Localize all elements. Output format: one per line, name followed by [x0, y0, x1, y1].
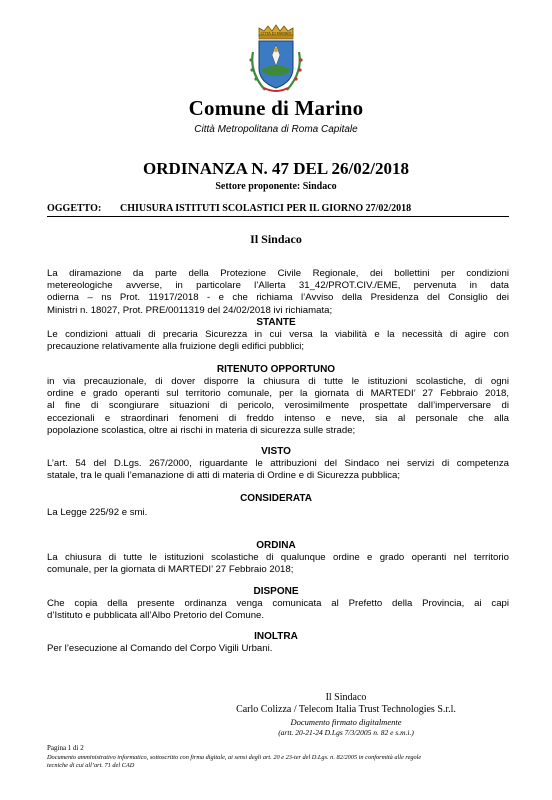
- text-line: La diramazione da parte della Protezione Civile Regionale, dei bollettini per condizioni: [47, 268, 509, 279]
- ordinance-title: ORDINANZA N. 47 DEL 26/02/2018: [143, 159, 409, 178]
- footer-note-line1: Documento amministrativo informatico, sottoscritto con firma digitale, ai sensi degli art. 20 e 23-ter del D.Lgs. n. 82/2005 in conformità alle regole: [47, 754, 422, 761]
- text-line: Ministri n. 18027, Prot. PRE/0011319 del 24/02/2018 ivi richiamata;: [47, 304, 333, 316]
- text-line: popolazione scolastica, oltre ai rischi in materia di sicurezza sulle strade;: [47, 424, 356, 436]
- text-line: eccezionali e straordinari fenomeni di freddo intenso e neve, sia al personale che alla: [47, 412, 509, 424]
- page-number: Pagina 1 di 2: [47, 744, 84, 752]
- oggetto-label: OGGETTO:: [47, 203, 102, 214]
- dispone-paragraph: [47, 598, 509, 622]
- section-heading-ritenuto: RITENUTO OPPORTUNO: [216, 364, 336, 375]
- section-heading-stante: STANTE: [256, 317, 296, 328]
- text-line: in via precauzionale, di dover disporre la chiusura di tutte le istituzioni scolastiche, di ogni: [47, 376, 509, 387]
- stante-paragraph: [47, 329, 509, 353]
- oggetto-text: CHIUSURA ISTITUTI SCOLASTICI PER IL GIORNO 27/02/2018: [120, 203, 412, 214]
- signature-digital: Documento firmato digitalmente: [290, 717, 402, 727]
- text-line: precauzione relativamente alla fruizione degli edifici pubblici;: [47, 341, 305, 353]
- ritenuto-paragraph: [47, 376, 509, 437]
- municipality-title: Comune di Marino: [188, 96, 364, 120]
- section-heading-visto: VISTO: [261, 446, 291, 457]
- text-line: d’Istituto e pubblicata all’Albo Pretorio del Comune.: [47, 610, 265, 622]
- signature-law-ref: (artt. 20-21-24 D.Lgs 7/3/2005 n. 82 e s.m.i.): [278, 728, 414, 737]
- text-line: statale, tra le quali l’emanazione di atti di materia di Ordine e di Sicurezza pubblica;: [47, 470, 401, 482]
- ordina-paragraph: [47, 552, 509, 576]
- text-line: La chiusura di tutte le istituzioni scolastiche di qualunque ordine e grado operanti nel territorio: [47, 552, 509, 563]
- signature-name: Carlo Colizza / Telecom Italia Trust Technologies S.r.l.: [236, 704, 456, 715]
- text-line: odierna – ns Prot. 11917/2018 - e che richiama l’Avviso della Presidenza del Consiglio dei: [47, 292, 509, 304]
- text-line: Le condizioni attuali di precaria Sicurezza in cui versa la viabilità e la necessità di agire con: [47, 329, 509, 340]
- text-line: Per l’esecuzione al Comando del Corpo Vigili Urbani.: [47, 643, 273, 654]
- text-line: metereologiche avverse, in particolare l’Allerta 31_42/PROT.CIV./EME, pervenuta in data: [47, 280, 509, 292]
- settore-proponente: Settore proponente: Sindaco: [215, 181, 337, 192]
- section-heading-inoltra: INOLTRA: [254, 631, 298, 642]
- coat-of-arms-icon: [245, 22, 307, 97]
- section-heading-ordina: ORDINA: [256, 540, 296, 551]
- section-heading-considerata: CONSIDERATA: [240, 493, 312, 504]
- text-line: comunale, per la giornata di MARTEDI’ 27 Febbraio 2018;: [47, 564, 294, 576]
- sindaco-heading: Il Sindaco: [250, 232, 302, 246]
- text-line: L’art. 54 del D.Lgs. 267/2000, riguardante le attribuzioni del Sindaco nei servizi di competenza: [47, 458, 509, 469]
- text-line: ordine e grado operanti sul territorio comunale, per la giornata di MARTEDI’ 27 Febbraio 2018,: [47, 388, 509, 400]
- text-line: al fine di scongiurare situazioni di pericolo, verosimilmente prospettate dall’imperversare di: [47, 400, 509, 412]
- inoltra-paragraph: [47, 643, 509, 655]
- text-line: Che copia della presente ordinanza venga comunicata al Prefetto della Provincia, ai capi: [47, 598, 509, 609]
- text-line: La Legge 225/92 e smi.: [47, 507, 148, 518]
- intro-paragraph: [47, 268, 509, 317]
- oggetto-line: [47, 203, 509, 217]
- crest-text: CITTÀ DI MARINO: [260, 31, 292, 36]
- footer-note-line2: tecniche di cui all’art. 71 del CAD: [47, 762, 135, 769]
- section-heading-dispone: DISPONE: [253, 586, 299, 597]
- municipality-subtitle: Città Metropolitana di Roma Capitale: [194, 124, 358, 135]
- visto-paragraph: [47, 458, 509, 482]
- signature-role: Il Sindaco: [325, 692, 367, 703]
- considerata-paragraph: [47, 507, 509, 519]
